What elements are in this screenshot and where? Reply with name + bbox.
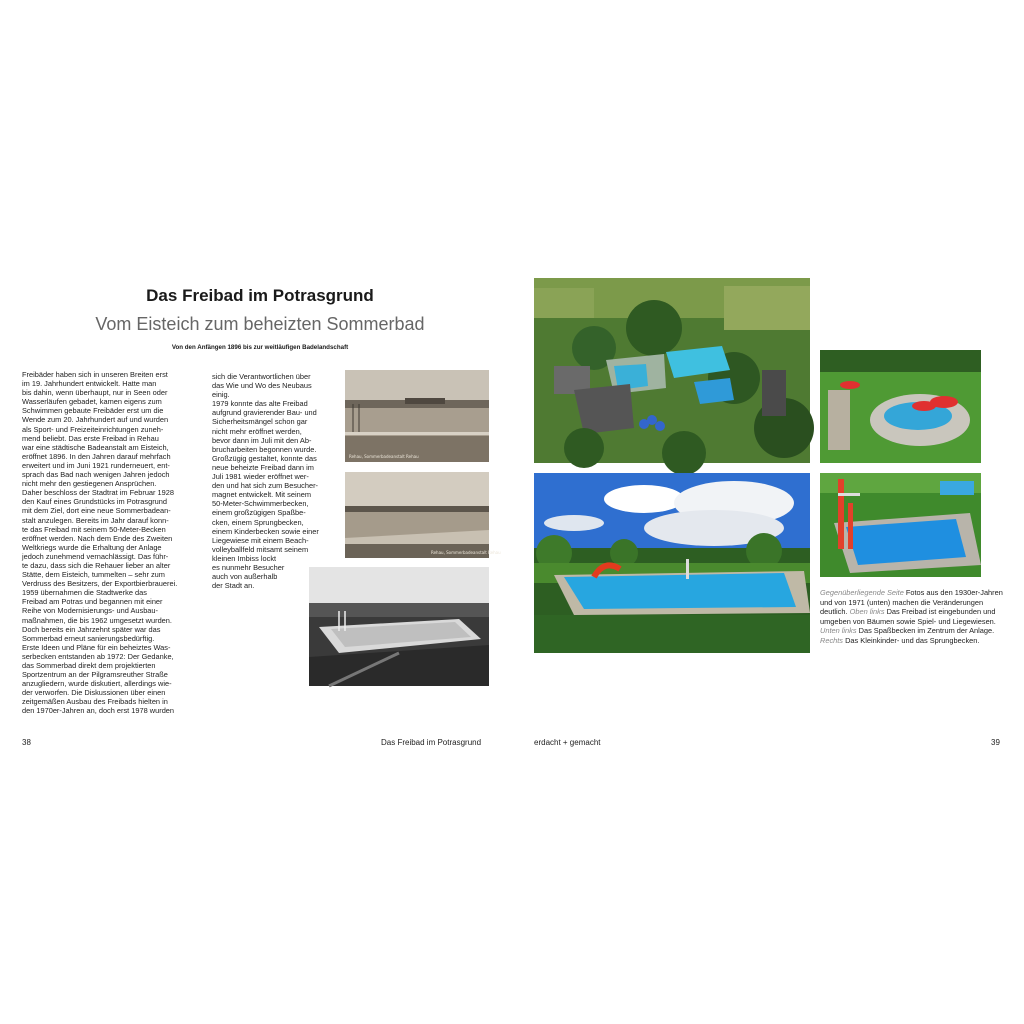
- historic-photo-2-caption: Rehau, Sommerbadeanstalt Rehau: [431, 550, 501, 555]
- body-column-2: sich die Verantwortlichen über das Wie und Wo des Neubaus einig. 1979 konnte das alte Freibad aufgrund gravierender Bau- und Sicherheitsmängel schon gar nicht mehr eröffnet werden, bevor dann im Juli mit den Ab- brucharbeiten begonnen wurde. Großzügig gestaltet, konnte das neue beheizte Freibad dann im Juli 1981 wieder eröffnet wer- den und hat sich zum Besucher- magnet entwickelt. Mit seinem 50-Meter-Schwimmerbecken, einem großzügigen Spaßbe- cken, einem Sprungbecken, einem Kinderbecken sowie einer Liegewiese mit einem Beach- volleyballfeld mitsamt seinem kleinen Imbiss lockt es nunmehr Besucher auch von außerhalb der Stadt an.: [212, 372, 319, 591]
- page-number-left: 38: [22, 738, 31, 747]
- historic-photo-1-caption: Rehau, Sommerbadeanstalt Rehau: [349, 454, 419, 459]
- page-title: Das Freibad im Potrasgrund: [146, 286, 374, 305]
- aerial-photo: [534, 278, 810, 463]
- page-subhead: Von den Anfängen 1896 bis zur weitläufigen Badelandschaft: [171, 344, 349, 351]
- historic-photo-3: [309, 567, 489, 686]
- diving-pool-photo: [820, 473, 981, 577]
- photo-caption: Gegenüberliegende Seite Fotos aus den 1930er-Jahren und von 1971 (unten) machen die Veränderungen deutlich. Oben links Das Freibad ist eingebunden und umgeben von Bäumen sowie Spiel- und Liegewiesen. Unten links Das Spaßbecken im Zentrum der Anlage. Rechts Das Kleinkinder- und das Sprungbecken.: [820, 588, 1003, 645]
- page-number-right: 39: [991, 738, 1000, 747]
- historic-photo-2: [345, 472, 501, 558]
- running-title-left: Das Freibad im Potrasgrund: [381, 738, 482, 747]
- page-subtitle: Vom Eisteich zum beheizten Sommerbad: [95, 314, 425, 334]
- historic-photo-1: [345, 370, 489, 462]
- fun-pool-photo: [534, 473, 810, 653]
- running-title-right: erdacht + gemacht: [534, 738, 601, 747]
- kids-pool-photo: [820, 350, 981, 463]
- body-column-1: Freibäder haben sich in unseren Breiten erst im 19. Jahrhundert entwickelt. Hatte man bis dahin, wenn überhaupt, nur in Seen oder Wasserläufen gebadet, kamen eigens zum Schwimmen gebaute Freibäder erst um die Wende zum 20. Jahrhundert auf und wurden als Sport- und Freizeiteinrichtungen zuneh- mend beliebt. Das erste Freibad in Rehau war eine städtische Badeanstalt am Eisteich, eröffnet 1896. In den Jahren darauf mehrfach erweitert und im Juni 1921 runderneuert, ent- sprach das Bad nach wenigen Jahren jedoch nicht mehr den gestiegenen Ansprüchen. Daher beschloss der Stadtrat im Februar 1928 den Kauf eines Grundstücks im Potrasgrund mit dem Ziel, dort eine neue Sommerbadean- stalt anzulegen. Bereits im Jahr darauf konn- te das Freibad mit seinem 50-Meter-Becken eröffnet werden. Nach dem Ende des Zweiten Weltkriegs wurde die Erhaltung der Anlage jedoch zunehmend vernachlässigt. Das führ- te dazu, dass sich die Rehauer lieber an alter Stätte, dem Eisteich, tummelten – sehr zum Verdruss des Besitzers, der Exportbierbrauerei. 1959 übernahmen die Stadtwerke das Freibad am Potras und begannen mit einer Reihe von Modernisierungs- und Ausbau- maßnahmen, die bis 1962 umgesetzt wurden. Doch bereits ein Jahrzehnt später war das Sommerbad erneut sanierungsbedürftig. Erste Ideen und Pläne für ein beheiztes Was- serbecken entstanden ab 1972: Der Gedanke, das Sommerbad direkt dem projektierten Sportzentrum an der Pilgramsreuther Straße anzugliedern, wurde diskutiert, allerdings wie- der verworfen. Die Diskussionen über einen zeitgemäßen Ausbau des Freibads hielten in den 1970er-Jahren an, doch erst 1978 wurden: [22, 370, 178, 716]
